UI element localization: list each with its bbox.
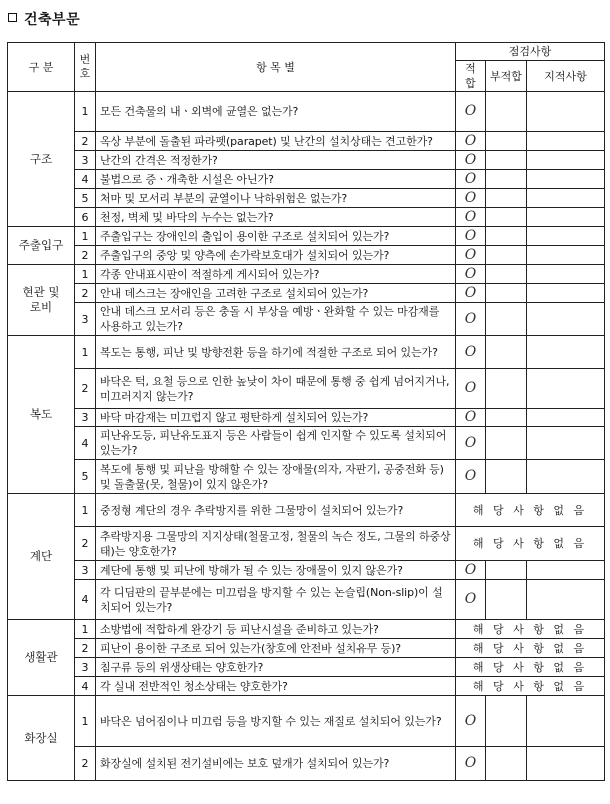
not-applicable-cell: 해 당 사 항 없 음 (456, 658, 605, 677)
row-number: 2 (75, 246, 96, 265)
fail-cell[interactable] (486, 189, 527, 208)
row-number: 2 (75, 747, 96, 781)
table-row (8, 494, 605, 527)
note-cell[interactable] (527, 369, 605, 409)
not-applicable-cell: 해 당 사 항 없 음 (456, 677, 605, 696)
fail-cell[interactable] (486, 561, 527, 580)
row-number: 4 (75, 677, 96, 696)
row-number: 2 (75, 639, 96, 658)
category-cell: 복도 (8, 336, 75, 494)
category-cell: 화장실 (8, 696, 75, 781)
table-row (8, 246, 605, 265)
ok-cell[interactable] (456, 208, 486, 227)
row-number: 1 (75, 494, 96, 527)
check-mark: O (464, 380, 477, 396)
row-number: 1 (75, 620, 96, 639)
header-ok: 적합 (456, 61, 486, 92)
table-row (8, 336, 605, 369)
item-text: 피난이 용이한 구조로 되어 있는가(창호에 안전바 설치유무 등)? (96, 639, 456, 658)
item-text: 추락방지용 그물망의 지지상태(철물고정, 철물의 녹슨 정도, 그물의 하중상태)는 양호한가? (96, 527, 456, 561)
ok-cell[interactable] (456, 246, 486, 265)
item-text: 안내 데스크 모서리 등은 충돌 시 부상을 예방ㆍ완화할 수 있는 마감재를 사용하고 있는가? (96, 303, 456, 336)
category-cell: 계단 (8, 494, 75, 620)
ok-cell[interactable] (456, 409, 486, 427)
note-cell[interactable] (527, 151, 605, 170)
category-cell: 생활관 (8, 620, 75, 696)
check-mark: O (464, 208, 477, 225)
ok-cell[interactable] (456, 369, 486, 409)
ok-cell[interactable] (456, 696, 486, 747)
row-number: 2 (75, 132, 96, 151)
row-number: 3 (75, 561, 96, 580)
note-cell[interactable] (527, 189, 605, 208)
table-row (8, 132, 605, 151)
fail-cell[interactable] (486, 303, 527, 336)
ok-cell[interactable] (456, 580, 486, 620)
table-row (8, 303, 605, 336)
row-number: 4 (75, 170, 96, 189)
square-bullet-icon (8, 13, 17, 22)
note-cell[interactable] (527, 284, 605, 303)
note-cell[interactable] (527, 265, 605, 284)
note-cell[interactable] (527, 409, 605, 427)
ok-cell[interactable] (456, 151, 486, 170)
table-row (8, 460, 605, 494)
ok-cell[interactable] (456, 132, 486, 151)
row-number: 1 (75, 696, 96, 747)
check-mark: O (464, 103, 477, 119)
section-title-text: 건축부문 (24, 12, 81, 28)
row-number: 1 (75, 265, 96, 284)
fail-cell[interactable] (486, 151, 527, 170)
ok-cell[interactable] (456, 265, 486, 284)
item-text: 불법으로 증ㆍ개축한 시설은 아닌가? (96, 170, 456, 189)
check-mark: O (464, 151, 477, 168)
row-number: 6 (75, 208, 96, 227)
check-mark: O (464, 561, 477, 578)
fail-cell[interactable] (486, 460, 527, 494)
section-title (8, 9, 80, 29)
fail-cell[interactable] (486, 246, 527, 265)
check-mark: O (464, 265, 477, 282)
fail-cell[interactable] (486, 747, 527, 781)
header-category: 구 분 (8, 43, 75, 92)
table-row (8, 265, 605, 284)
fail-cell[interactable] (486, 696, 527, 747)
note-cell[interactable] (527, 227, 605, 246)
item-text: 안내 데스크는 장애인을 고려한 구조로 설치되어 있는가? (96, 284, 456, 303)
table-row (8, 620, 605, 639)
item-text: 난간의 간격은 적정한가? (96, 151, 456, 170)
note-cell[interactable] (527, 208, 605, 227)
header-number-line1: 번 (79, 53, 91, 66)
ok-cell[interactable] (456, 336, 486, 369)
ok-cell[interactable] (456, 92, 486, 132)
header-number-line2: 호 (79, 67, 91, 80)
header-fail: 부적합 (486, 61, 527, 92)
check-mark: O (464, 755, 477, 771)
category-cell: 현관 및 로비 (8, 265, 75, 336)
table-row (8, 284, 605, 303)
header-check-group: 점검사항 (456, 43, 605, 61)
fail-cell[interactable] (486, 208, 527, 227)
check-mark: O (464, 409, 477, 425)
table-row (8, 561, 605, 580)
table-row (8, 208, 605, 227)
row-number: 5 (75, 189, 96, 208)
table-row (8, 677, 605, 696)
item-text: 피난유도등, 피난유도표지 등은 사람들이 쉽게 인지할 수 있도록 설치되어 있는가? (96, 427, 456, 460)
ok-cell[interactable] (456, 189, 486, 208)
header-note: 지적사항 (527, 61, 605, 92)
fail-cell[interactable] (486, 265, 527, 284)
item-text: 바닥 마감재는 미끄럽지 않고 평탄하게 설치되어 있는가? (96, 409, 456, 427)
note-cell[interactable] (527, 92, 605, 132)
item-text: 소방법에 적합하게 완강기 등 피난시설을 준비하고 있는가? (96, 620, 456, 639)
table-row (8, 747, 605, 781)
check-mark: O (464, 343, 477, 360)
table-row (8, 658, 605, 677)
check-mark: O (464, 310, 477, 327)
table-body (8, 92, 605, 781)
check-mark: O (464, 132, 477, 149)
note-cell[interactable] (527, 170, 605, 189)
table-row (8, 92, 605, 132)
row-number: 3 (75, 658, 96, 677)
ok-cell[interactable] (456, 227, 486, 246)
item-text: 옥상 부분에 돌출된 파라펫(parapet) 및 난간의 설치상태는 견고한가? (96, 132, 456, 151)
table-row (8, 151, 605, 170)
table-row (8, 170, 605, 189)
item-text: 바닥은 넘어짐이나 미끄럼 등을 방지할 수 있는 재질로 설치되어 있는가? (96, 696, 456, 747)
row-number: 3 (75, 303, 96, 336)
fail-cell[interactable] (486, 227, 527, 246)
item-text: 계단에 통행 및 피난에 방해가 될 수 있는 장애물이 있지 않은가? (96, 561, 456, 580)
check-mark: O (464, 284, 477, 301)
table-row (8, 527, 605, 561)
row-number: 4 (75, 580, 96, 620)
item-text: 중정형 계단의 경우 추락방지를 위한 그물망이 설치되어 있는가? (96, 494, 456, 527)
fail-cell[interactable] (486, 369, 527, 409)
note-cell[interactable] (527, 132, 605, 151)
table-row (8, 639, 605, 658)
item-text: 천정, 벽체 및 바닥의 누수는 없는가? (96, 208, 456, 227)
not-applicable-cell: 해 당 사 항 없 음 (456, 620, 605, 639)
item-text: 모든 건축물의 내ㆍ외벽에 균열은 없는가? (96, 92, 456, 132)
note-cell[interactable] (527, 696, 605, 747)
table-row (8, 580, 605, 620)
ok-cell[interactable] (456, 427, 486, 460)
table-row (8, 427, 605, 460)
row-number: 1 (75, 336, 96, 369)
ok-cell[interactable] (456, 747, 486, 781)
note-cell[interactable] (527, 561, 605, 580)
row-number: 2 (75, 284, 96, 303)
row-number: 2 (75, 527, 96, 561)
item-text: 바닥은 턱, 요철 등으로 인한 높낮이 차이 때문에 통행 중 쉽게 넘어지거나, 미끄러지지 않는가? (96, 369, 456, 409)
fail-cell[interactable] (486, 427, 527, 460)
row-number: 1 (75, 92, 96, 132)
note-cell[interactable] (527, 427, 605, 460)
table-row (8, 409, 605, 427)
item-text: 화장실에 설치된 전기설비에는 보호 덮개가 설치되어 있는가? (96, 747, 456, 781)
note-cell[interactable] (527, 246, 605, 265)
table-row (8, 189, 605, 208)
check-mark: O (464, 434, 477, 451)
note-cell[interactable] (527, 336, 605, 369)
row-number: 5 (75, 460, 96, 494)
item-text: 각 디딤판의 끝부분에는 미끄럼을 방지할 수 있는 논슬립(Non-slip)이 설치되어 있는가? (96, 580, 456, 620)
check-mark: O (464, 468, 477, 484)
category-cell: 주출입구 (8, 227, 75, 265)
check-mark: O (464, 227, 477, 244)
item-text: 침구류 등의 위생상태는 양호한가? (96, 658, 456, 677)
item-text: 주출입구는 장애인의 출입이 용이한 구조로 설치되어 있는가? (96, 227, 456, 246)
check-mark: O (464, 712, 477, 729)
row-number: 1 (75, 227, 96, 246)
table-row (8, 227, 605, 246)
check-mark: O (464, 246, 477, 263)
ok-cell[interactable] (456, 303, 486, 336)
item-text: 각종 안내표시판이 적절하게 게시되어 있는가? (96, 265, 456, 284)
fail-cell[interactable] (486, 580, 527, 620)
item-text: 처마 및 모서리 부분의 균열이나 낙하위험은 없는가? (96, 189, 456, 208)
check-mark: O (464, 170, 477, 187)
header-number (75, 43, 96, 92)
ok-cell[interactable] (456, 170, 486, 189)
row-number: 4 (75, 427, 96, 460)
item-text: 복도는 통행, 피난 및 방향전환 등을 하기에 적절한 구조로 되어 있는가? (96, 336, 456, 369)
ok-cell[interactable] (456, 284, 486, 303)
not-applicable-cell: 해 당 사 항 없 음 (456, 527, 605, 561)
header-items: 항 목 별 (96, 43, 456, 92)
fail-cell[interactable] (486, 170, 527, 189)
table-row (8, 696, 605, 747)
inspection-table (7, 42, 605, 781)
fail-cell[interactable] (486, 409, 527, 427)
table-row (8, 369, 605, 409)
item-text: 각 실내 전반적인 청소상태는 양호한가? (96, 677, 456, 696)
not-applicable-cell: 해 당 사 항 없 음 (456, 639, 605, 658)
ok-cell[interactable] (456, 460, 486, 494)
fail-cell[interactable] (486, 132, 527, 151)
category-cell: 구조 (8, 92, 75, 227)
row-number: 2 (75, 369, 96, 409)
item-text: 복도에 통행 및 피난을 방해할 수 있는 장애물(의자, 자판기, 공중전화 등) 및 돌출물(못, 철물)이 있지 않은가? (96, 460, 456, 494)
row-number: 3 (75, 151, 96, 170)
fail-cell[interactable] (486, 284, 527, 303)
item-text: 주출입구의 중앙 및 양측에 손가락보호대가 설치되어 있는가? (96, 246, 456, 265)
fail-cell[interactable] (486, 92, 527, 132)
check-mark: O (464, 189, 477, 206)
fail-cell[interactable] (486, 336, 527, 369)
note-cell[interactable] (527, 580, 605, 620)
note-cell[interactable] (527, 460, 605, 494)
not-applicable-cell: 해 당 사 항 없 음 (456, 494, 605, 527)
ok-cell[interactable] (456, 561, 486, 580)
note-cell[interactable] (527, 747, 605, 781)
row-number: 3 (75, 409, 96, 427)
check-mark: O (464, 591, 477, 607)
note-cell[interactable] (527, 303, 605, 336)
